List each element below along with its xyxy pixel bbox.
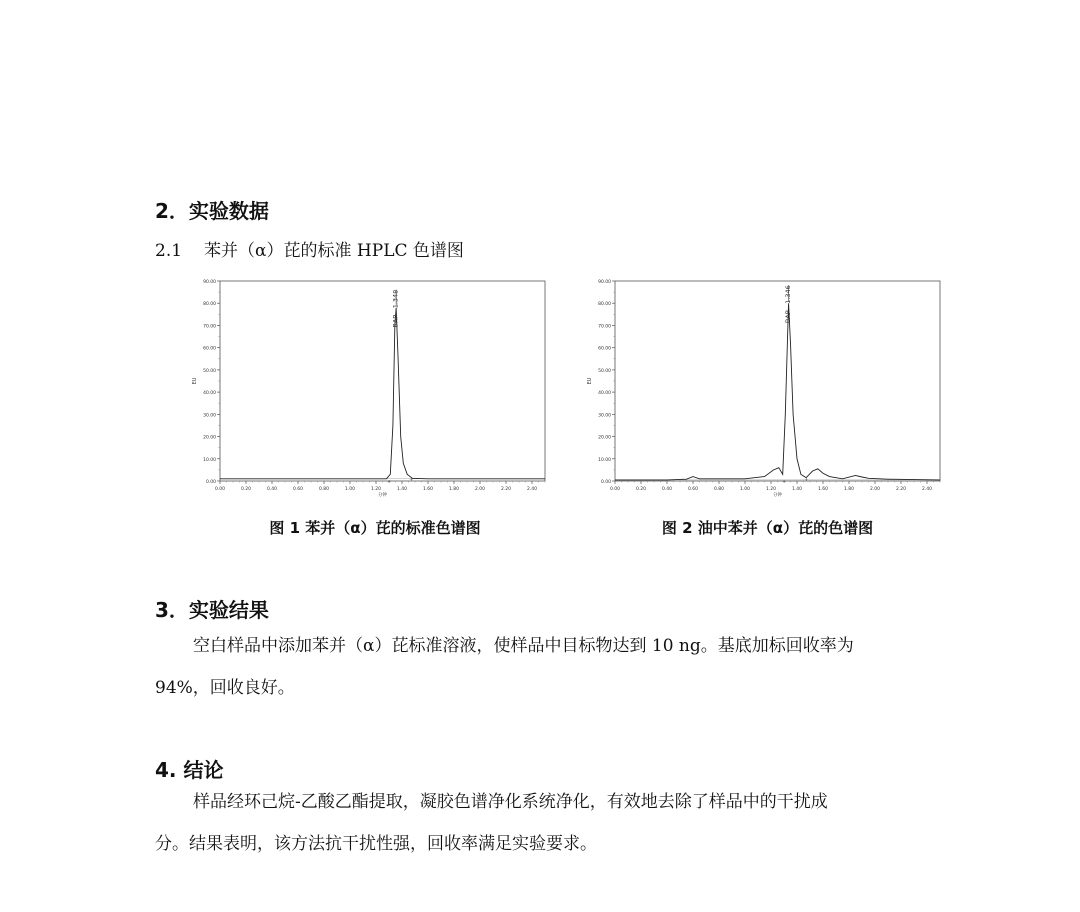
y-axis-label: EU <box>192 377 198 385</box>
y-tick-label: 0.00 <box>600 480 611 485</box>
section-4-paragraph <box>155 781 925 865</box>
x-tick-label: 0.80 <box>318 487 330 492</box>
section-4-number: 4. <box>155 758 177 782</box>
x-tick-label: 1.20 <box>765 487 777 492</box>
y-axis-label: EU <box>587 377 593 385</box>
chromatogram-trace <box>220 308 545 479</box>
x-tick-label: 1.40 <box>396 487 408 492</box>
y-tick-label: 90.00 <box>598 280 611 285</box>
section-4-heading <box>155 754 223 783</box>
figure-1-chart <box>190 278 555 513</box>
figure-2-chart <box>585 278 950 513</box>
y-tick-label: 0.00 <box>205 480 216 485</box>
x-tick-label: 0.60 <box>687 487 699 492</box>
y-tick-label: 70.00 <box>598 324 611 330</box>
y-tick-label: 40.00 <box>203 391 216 397</box>
x-tick-label: 2.00 <box>869 487 881 492</box>
subsection-2-1-number: 2.1 <box>155 241 183 261</box>
section-4-line-1: 样品经环己烷-乙酸乙酯提取，凝胶色谱净化系统净化，有效地去除了样品中的干扰成 <box>193 792 828 812</box>
y-tick-label: 40.00 <box>598 391 611 397</box>
y-tick-label: 60.00 <box>598 346 611 352</box>
x-tick-label: 1.00 <box>739 487 751 492</box>
x-tick-label: 0.20 <box>240 487 252 492</box>
y-tick-label: 20.00 <box>598 435 611 441</box>
x-tick-label: 2.40 <box>921 487 933 492</box>
x-tick-label: 0.00 <box>609 487 621 492</box>
integration-end-mark: + <box>409 476 414 483</box>
peak-label: BAP - 1.348 <box>391 289 400 328</box>
section-2-heading <box>155 195 269 224</box>
y-tick-label: 10.00 <box>598 457 611 463</box>
peak-label: BAP - 1.346 <box>784 285 793 324</box>
section-3-paragraph <box>155 625 925 709</box>
chromatogram-trace <box>615 303 940 480</box>
integration-start-mark: + <box>782 478 787 485</box>
y-tick-label: 90.00 <box>203 280 216 285</box>
plot-frame <box>220 281 545 481</box>
x-tick-label: 1.60 <box>817 487 829 492</box>
y-tick-label: 30.00 <box>203 413 216 419</box>
subsection-2-1-heading <box>155 236 464 261</box>
x-tick-label: 2.40 <box>526 487 538 492</box>
y-tick-label: 80.00 <box>598 302 611 308</box>
subsection-2-1-title: 苯并（α）芘的标准 HPLC 色谱图 <box>204 241 464 261</box>
x-tick-label: 1.80 <box>448 487 460 492</box>
y-tick-label: 70.00 <box>203 324 216 330</box>
section-2-number: 2． <box>155 199 189 223</box>
plot-frame <box>615 281 940 481</box>
y-tick-label: 80.00 <box>203 302 216 308</box>
figure-2-caption: 图 2 油中苯并（α）芘的色谱图 <box>661 519 874 537</box>
figure-2-svg <box>585 278 950 513</box>
integration-start-mark: + <box>387 478 392 485</box>
y-tick-label: 60.00 <box>203 346 216 352</box>
x-tick-label: 2.20 <box>895 487 907 492</box>
x-tick-label: 1.20 <box>370 487 382 492</box>
section-3-title: 实验结果 <box>188 598 269 622</box>
section-3-line-2: 94%，回收良好。 <box>155 678 295 698</box>
integration-end-mark: + <box>804 476 809 483</box>
y-tick-label: 20.00 <box>203 435 216 441</box>
figure-1-svg <box>190 278 555 513</box>
section-3-line-1: 空白样品中添加苯并（α）芘标准溶液，使样品中目标物达到 10 ng。基底加标回收率为 <box>193 636 854 656</box>
section-3-heading <box>155 594 269 623</box>
y-tick-label: 50.00 <box>598 368 611 374</box>
x-tick-label: 1.80 <box>843 487 855 492</box>
x-tick-label: 0.40 <box>266 487 278 492</box>
x-tick-label: 0.20 <box>635 487 647 492</box>
section-4-line-2: 分。结果表明，该方法抗干扰性强，回收率满足实验要求。 <box>155 834 597 854</box>
y-tick-label: 50.00 <box>203 368 216 374</box>
x-tick-label: 2.00 <box>474 487 486 492</box>
section-2-title: 实验数据 <box>188 199 269 223</box>
x-tick-label: 0.60 <box>292 487 304 492</box>
x-tick-label: 0.80 <box>713 487 725 492</box>
x-tick-label: 1.00 <box>344 487 356 492</box>
x-axis-label: 分钟 <box>773 493 782 498</box>
x-tick-label: 1.60 <box>422 487 434 492</box>
section-4-title: 结论 <box>183 758 224 782</box>
x-axis-label: 分钟 <box>378 493 387 498</box>
x-tick-label: 2.20 <box>500 487 512 492</box>
y-tick-label: 30.00 <box>598 413 611 419</box>
x-tick-label: 0.40 <box>661 487 673 492</box>
x-tick-label: 0.00 <box>214 487 226 492</box>
figure-1-caption: 图 1 苯并（α）芘的标准色谱图 <box>269 519 481 537</box>
section-3-number: 3． <box>155 598 189 622</box>
y-tick-label: 10.00 <box>203 457 216 463</box>
x-tick-label: 1.40 <box>791 487 803 492</box>
